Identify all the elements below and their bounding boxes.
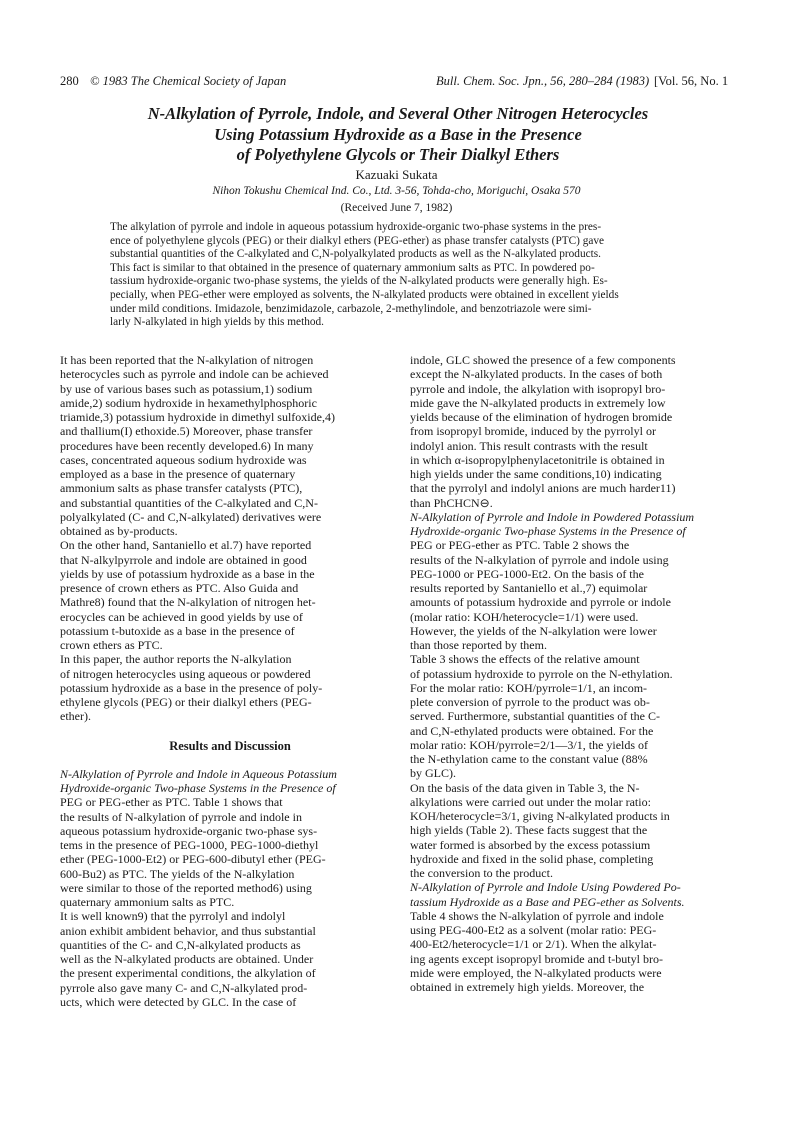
title-line: Using Potassium Hydroxide as a Base in the Presence — [214, 124, 582, 144]
text-line: and thallium(I) ethoxide.5) Moreover, phase transfer — [60, 424, 313, 439]
text-line: quaternary ammonium salts as PTC. — [60, 895, 235, 909]
text-line: cases, concentrated aqueous sodium hydroxide was — [60, 452, 307, 467]
text-line: results of the N-alkylation of pyrrole and indole using — [410, 552, 669, 567]
abstract-line: substantial quantities of the C-alkylated and C,N-polyalkylated products as well as the N-alkylated products. — [110, 248, 601, 261]
abstract — [110, 221, 740, 330]
text-line: ether). — [60, 709, 91, 724]
text-line: the results of N-alkylation of pyrrole and indole in — [60, 809, 302, 824]
text-line: and C,N-ethylated products were obtained. For the — [410, 723, 654, 738]
text-line: obtained in extremely high yields. Moreover, the — [410, 980, 645, 994]
volume-issue: [Vol. 56, No. 1 — [654, 74, 729, 88]
text-line: alkylations were carried out under the molar ratio: — [410, 794, 651, 809]
text-line: the conversion to the product. — [410, 866, 553, 880]
text-line: results reported by Santaniello et al.,7) equimolar — [410, 581, 648, 595]
text-line: well as the N-alkylated products are obtained. Under — [60, 952, 314, 966]
text-line: by use of various bases such as potassium,1) sodium — [60, 381, 313, 396]
text-line: that the pyrrolyl and indolyl anions are much harder11) — [410, 481, 676, 496]
abstract-line: pecially, when PEG-ether were employed as solvents, the N-alkylated products were obtained in excellent yields — [110, 288, 619, 301]
text-line: that N-alkylpyrrole and indole are obtained in good — [60, 552, 307, 567]
text-line: ucts, which were detected by GLC. In the case of — [60, 994, 297, 1009]
text-line: aqueous potassium hydroxide-organic two-phase sys- — [60, 823, 318, 838]
text-line: yields by use of potassium hydroxide as a base in the — [60, 566, 315, 581]
text-line: It has been reported that the N-alkylation of nitrogen — [60, 353, 314, 367]
text-line: in which α-isopropylphenylacetonitrile is obtained in — [410, 452, 665, 467]
text-line: Table 3 shows the effects of the relative amount — [410, 652, 640, 667]
text-line: using PEG-400-Et2 as a solvent (molar ratio: PEG- — [410, 923, 657, 937]
abstract-line: larly N-alkylated in high yields by this method. — [110, 316, 324, 329]
abstract-line: tassium hydroxide-organic two-phase systems, the yields of the N-alkylated products were generally high. Es- — [110, 275, 608, 288]
text-line: of nitrogen heterocycles using aqueous or powdered — [60, 666, 311, 681]
text-line: indolyl anion. This result contrasts with the result — [410, 438, 648, 453]
text-line: high yields under the same conditions,10) indicating — [410, 467, 662, 481]
text-line: ing agents except isopropyl bromide and t-butyl bro- — [410, 951, 663, 966]
text-line: 400-Et2/heterocycle=1/1 or 2/1). When the alkylat- — [410, 937, 657, 952]
text-line: procedures have been recently developed.6) In many — [60, 438, 314, 453]
text-line: Mathre8) found that the N-alkylation of nitrogen het- — [60, 595, 316, 610]
abstract-line: This fact is similar to that obtained in the presence of quaternary ammonium salts as PTC. In powdered po- — [110, 261, 595, 274]
text-line: except the N-alkylated products. In the cases of both — [410, 367, 663, 382]
copyright-notice: © 1983 The Chemical Society of Japan — [90, 74, 287, 88]
text-line: by GLC). — [410, 766, 456, 781]
text-line: hydroxide and fixed in the solid phase, completing — [410, 851, 654, 866]
text-line: On the basis of the data given in Table 3, the N- — [410, 780, 640, 795]
text-line: heterocycles such as pyrrole and indole can be achieved — [60, 367, 329, 382]
title-line: of Polyethylene Glycols or Their Dialkyl Ethers — [236, 145, 560, 164]
journal-citation: Bull. Chem. Soc. Jpn., 56, 280–284 (1983) — [436, 74, 650, 88]
text-line: mide were employed, the N-alkylated products were — [410, 965, 662, 980]
text-line: (molar ratio: KOH/heterocycle=1/1) were used. — [410, 609, 639, 624]
text-line: mide gave the N-alkylated products in extremely low — [410, 395, 666, 410]
text-line: crown ethers as PTC. — [60, 638, 163, 652]
left-column — [60, 353, 400, 1009]
text-line: ethylene glycols (PEG) or their dialkyl ethers (PEG- — [60, 695, 312, 709]
text-line: PEG-1000 or PEG-1000-Et2. On the basis of the — [410, 566, 644, 581]
text-line: PEG or PEG-ether as PTC. Table 2 shows the — [410, 538, 630, 553]
results-text — [60, 767, 400, 1009]
author-affiliation: Nihon Tokushu Chemical Ind. Co., Ltd. 3-56, Tohda-cho, Moriguchi, Osaka 570 — [212, 185, 581, 197]
text-line: erocycles can be achieved in good yields by use of — [60, 609, 303, 624]
text-line: served. Furthermore, substantial quantities of the C- — [410, 709, 660, 724]
text-line: KOH/heterocycle=3/1, giving N-alkylated products in — [410, 809, 670, 823]
abstract-line: The alkylation of pyrrole and indole in aqueous potassium hydroxide-organic two-phase systems in the pres- — [110, 221, 602, 233]
author-name: Kazuaki Sukata — [355, 167, 438, 182]
text-line: than those reported by them. — [410, 638, 547, 652]
abstract-line: under mild conditions. Imidazole, benzimidazole, carbazole, 2-methylindole, and benzotriazole were simi- — [110, 302, 592, 315]
text-line: Table 4 shows the N-alkylation of pyrrole and indole — [410, 908, 664, 923]
text-line: For the molar ratio: KOH/pyrrole=1/1, an incom- — [410, 680, 648, 695]
text-line: N-Alkylation of Pyrrole and Indole Using Powdered Po- — [410, 880, 681, 895]
text-line: plete conversion of pyrrole to the product was ob- — [410, 695, 650, 709]
text-line: obtained as by-products. — [60, 524, 178, 538]
text-line: than PhCHCN⊖. — [410, 495, 493, 510]
page-number: 280 — [60, 74, 79, 88]
text-line: amide,2) sodium hydroxide in hexamethylphosphoric — [60, 395, 317, 410]
text-line: potassium t-butoxide as a base in the presence of — [60, 623, 295, 638]
text-line: were similar to those of the reported method6) using — [60, 880, 312, 895]
section-heading: Results and Discussion — [169, 738, 291, 753]
text-line: It is well known9) that the pyrrolyl and indolyl — [60, 909, 286, 924]
text-line: pyrrole and indole, the alkylation with isopropyl bro- — [410, 381, 666, 396]
text-line: N-Alkylation of Pyrrole and Indole in Powdered Potassium — [410, 509, 695, 524]
text-line: potassium hydroxide as a base in the presence of poly- — [60, 680, 323, 695]
abstract-line: ence of polyethylene glycols (PEG) or their dialkyl ethers (PEG-ether) as phase transfer catalysts (PTC) gave — [110, 234, 605, 247]
text-line: Hydroxide-organic Two-phase Systems in the Presence of — [60, 781, 336, 795]
text-line: N-Alkylation of Pyrrole and Indole in Aqueous Potassium — [60, 766, 337, 781]
text-line: of potassium hydroxide to pyrrole on the N-ethylation. — [410, 666, 673, 681]
text-line: from isopropyl bromide, induced by the pyrrolyl or — [410, 424, 656, 439]
text-line: the N-ethylation came to the constant value (88% — [410, 752, 648, 766]
text-line: indole, GLC showed the presence of a few components — [410, 353, 676, 367]
text-line: and substantial quantities of the C-alkylated and C,N- — [60, 495, 318, 510]
text-line: molar ratio: KOH/pyrrole=2/1—3/1, the yields of — [410, 737, 649, 752]
right-column — [410, 353, 743, 994]
text-line: yields because of the elimination of hydrogen bromide — [410, 410, 673, 424]
text-line: quantities of the C- and C,N-alkylated products as — [60, 937, 301, 952]
title-line: N-Alkylation of Pyrrole, Indole, and Several Other Nitrogen Heterocycles — [147, 104, 649, 123]
text-line: triamide,3) potassium hydroxide in dimethyl sulfoxide,4) — [60, 410, 335, 424]
text-line: Hydroxide-organic Two-phase Systems in the Presence of — [410, 524, 686, 538]
text-line: anion exhibit ambident behavior, and thus substantial — [60, 923, 316, 938]
text-line: ammonium salts as phase transfer catalysts (PTC), — [60, 481, 303, 496]
article-title — [80, 104, 716, 166]
text-line: the present experimental conditions, the alkylation of — [60, 966, 316, 981]
text-line: tassium Hydroxide as a Base and PEG-ether as Solvents. — [410, 894, 685, 909]
received-date: (Received June 7, 1982) — [340, 202, 453, 214]
text-line: pyrrole also gave many C- and C,N-alkylated prod- — [60, 980, 308, 995]
text-line: water formed is absorbed by the excess potassium — [410, 837, 651, 852]
text-line: ether (PEG-1000-Et2) or PEG-600-dibutyl ether (PEG- — [60, 852, 326, 867]
text-line: In this paper, the author reports the N-alkylation — [60, 652, 292, 667]
text-line: presence of crown ethers as PTC. Also Guida and — [60, 581, 299, 595]
text-line: PEG or PEG-ether as PTC. Table 1 shows that — [60, 795, 283, 810]
introduction — [60, 353, 400, 724]
text-line: high yields (Table 2). These facts suggest that the — [410, 823, 648, 838]
text-line: polyalkylated (C- and C,N-alkylated) derivatives were — [60, 509, 322, 524]
text-line: employed as a base in the presence of quaternary — [60, 467, 296, 481]
text-line: tems in the presence of PEG-1000, PEG-1000-diethyl — [60, 838, 319, 852]
text-line: However, the yields of the N-alkylation were lower — [410, 623, 657, 638]
text-line: On the other hand, Santaniello et al.7) have reported — [60, 538, 312, 553]
text-line: 600-Bu2) as PTC. The yields of the N-alkylation — [60, 866, 295, 881]
running-header — [60, 74, 740, 90]
text-line: amounts of potassium hydroxide and pyrrole or indole — [410, 595, 671, 610]
